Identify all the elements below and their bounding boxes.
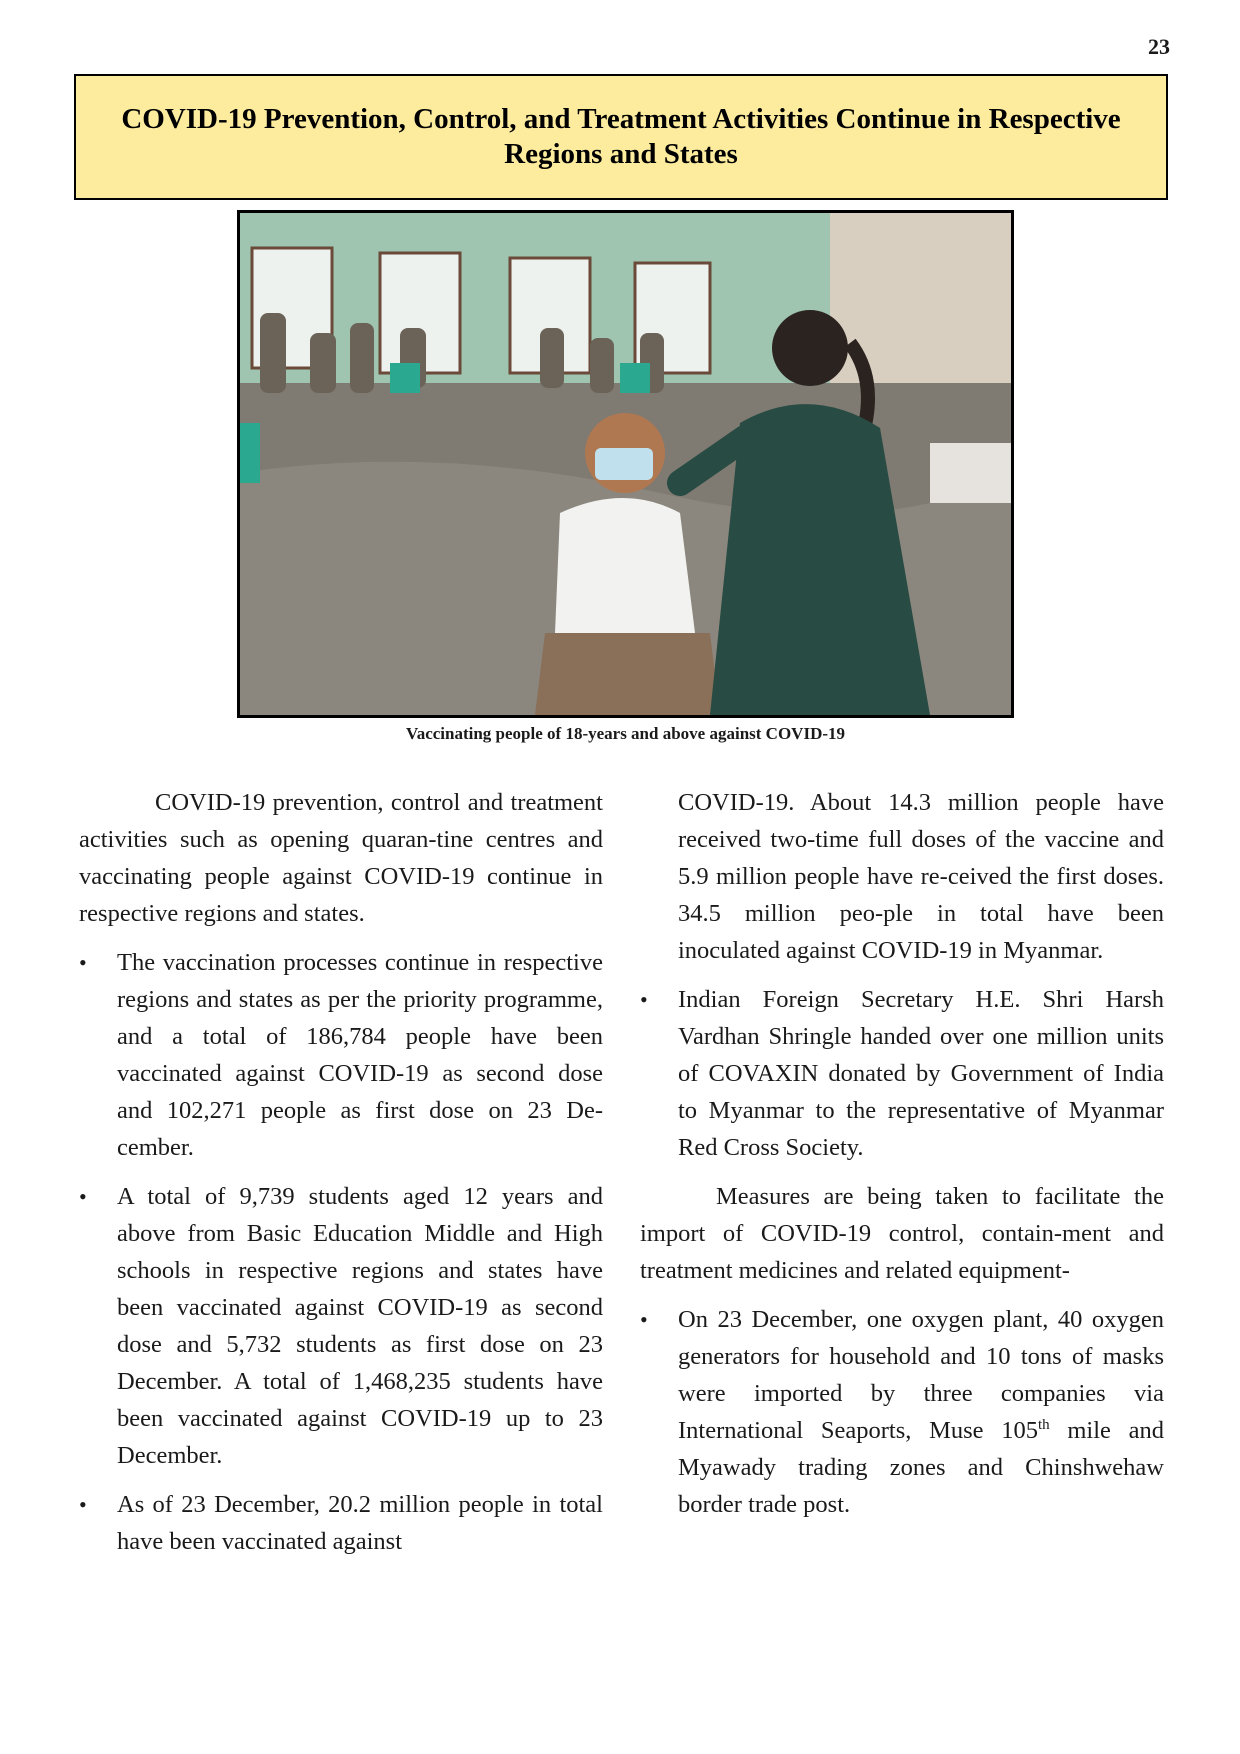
right-column xyxy=(640,784,1164,1535)
photo-nurse-head xyxy=(772,310,848,386)
list-item-text-part: mile and Myawady trading zones and Chinshwehaw border trade post. xyxy=(678,1417,1164,1518)
bullet-icon: • xyxy=(79,950,87,975)
left-bullet-list xyxy=(79,944,603,1560)
bullet-icon: • xyxy=(640,987,648,1012)
measures-paragraph: Measures are being taken to facilitate the import of COVID-19 control, contain-ment and treatment medicines and related equipment- xyxy=(640,1183,1164,1284)
list-item-text: Indian Foreign Secretary H.E. Shri Harsh Vardhan Shringle handed over one million units of COVAXIN donated by Government of India to Myanmar to the representative of Myanmar Red Cross Society. xyxy=(678,986,1164,1161)
intro-paragraph: COVID-19 prevention, control and treatment activities such as opening quaran-tine centres and vaccinating people against COVID-19 continue in respective regions and states. xyxy=(79,789,603,927)
left-column xyxy=(79,784,603,1572)
list-item-text: As of 23 December, 20.2 million people in total have been vaccinated against xyxy=(117,1491,603,1555)
photo-table xyxy=(930,443,1011,503)
vaccination-photo xyxy=(237,210,1014,718)
list-item-text xyxy=(678,1306,1164,1518)
list-item xyxy=(640,1301,1164,1523)
bullet-icon: • xyxy=(79,1184,87,1209)
photo-illustration xyxy=(240,213,1011,715)
list-item xyxy=(640,981,1164,1166)
list-item xyxy=(79,1178,603,1474)
page-number: 23 xyxy=(1148,34,1170,59)
photo-caption: Vaccinating people of 18-years and above against COVID-19 xyxy=(405,724,846,743)
list-item-text: COVID-19. About 14.3 million people have received two-time full doses of the vaccine and 5.9 million people have re-ceived the first doses. 34.5 million peo-ple in total have been inoculated against COVID-19 in Myanmar. xyxy=(678,789,1164,964)
page-title: COVID-19 Prevention, Control, and Treatment Activities Continue in Respective Regions and States xyxy=(121,103,1121,170)
ordinal-superscript: th xyxy=(1037,1416,1050,1433)
list-item-continuation xyxy=(640,784,1164,969)
bullet-icon: • xyxy=(79,1492,87,1517)
list-item xyxy=(79,1486,603,1560)
right-bullet-list xyxy=(640,784,1164,1166)
list-item-text-part: On 23 December, one oxygen plant, 40 oxygen generators for household and 10 tons of masks were imported by three companies via International Seaports, Muse 105 xyxy=(678,1306,1164,1444)
list-item-text: A total of 9,739 students aged 12 years and above from Basic Education Middle and High schools in respective regions and states have been vaccinated against COVID-19 as second dose and 5,732 students as first dose on 23 December. A total of 1,468,235 students have been vaccinated against COVID-19 up to 23 December. xyxy=(117,1183,603,1469)
bullet-icon: • xyxy=(640,1307,648,1332)
list-item xyxy=(79,944,603,1166)
photo-man-mask xyxy=(595,448,653,480)
list-item-text: The vaccination processes continue in respective regions and states as per the priority programme, and a total of 186,784 people have been vaccinated against COVID-19 as second dose and 102,271 people as first dose on 23 De-cember. xyxy=(117,949,603,1161)
right-bullet-list-2 xyxy=(640,1301,1164,1523)
photo-man-lap xyxy=(535,633,720,715)
title-box xyxy=(74,74,1168,200)
photo-man-shirt xyxy=(555,498,695,633)
